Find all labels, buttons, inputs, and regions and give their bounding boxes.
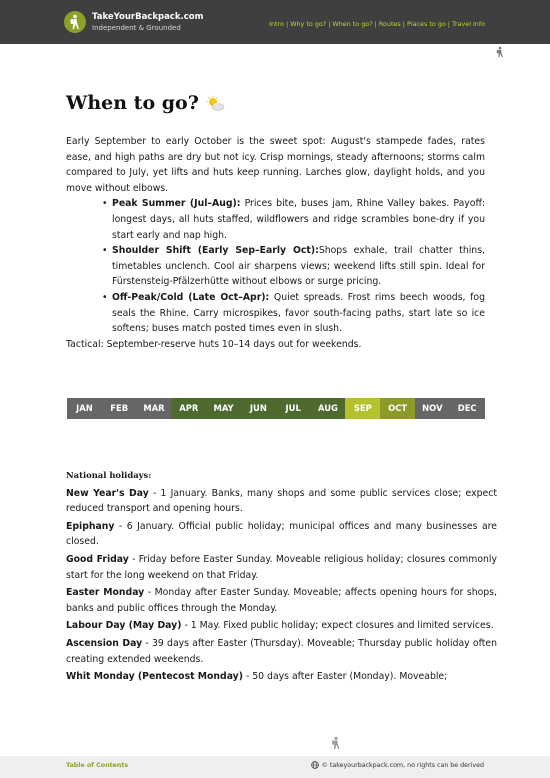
bullet-label: Peak Summer (Jul–Aug): (112, 198, 241, 210)
copyright-text: © takeyourbackpack.com, no rights can be derived (321, 761, 484, 769)
month-nov: NOV (415, 398, 450, 419)
holiday-name: New Year's Day (66, 487, 149, 499)
hiker-icon (330, 736, 342, 750)
holiday-item (66, 636, 497, 667)
month-jun: JUN (241, 398, 276, 419)
month-aug: AUG (311, 398, 346, 419)
copyright (311, 761, 484, 769)
holiday-item (66, 519, 497, 550)
nav-routes[interactable]: Routes (378, 20, 401, 28)
bullet-text: Prices bite, buses jam, Rhine Valley bakes. Payoff: longest days, all huts staffed, wildflowers and ridge scrambles bone-dry if you start early and nap high. (112, 198, 485, 241)
holiday-item (66, 552, 497, 583)
holiday-item (66, 618, 497, 634)
holiday-name: Whit Monday (Pentecost Monday) (66, 671, 243, 683)
season-list (102, 196, 485, 336)
month-dec: DEC (450, 398, 485, 419)
holiday-text: - 1 January. Banks, many shops and some public services close; expect reduced transport and opening hours. (66, 487, 497, 515)
month-jan: JAN (67, 398, 102, 419)
nav-intro[interactable]: Intro (269, 20, 284, 28)
top-nav: Intro | Why to go? | When to go? | Routes | Places to go | Travel info (269, 20, 485, 28)
page-title: When to go? (66, 92, 199, 114)
header-bar (0, 0, 550, 44)
nav-why-to-go[interactable]: Why to go? (290, 20, 327, 28)
holiday-item (66, 585, 497, 616)
title-row (66, 92, 225, 114)
when-to-go-body (66, 134, 485, 352)
bullet-text: Quiet spreads. Frost rims beech woods, fog seals the Rhine. Carry microspikes, favor south-facing paths, start late so ice softens; buses match posted times even in slush. (112, 291, 485, 335)
tactical-tip: Tactical: September-reserve huts 10–14 days out for weekends. (66, 338, 362, 350)
month-oct: OCT (380, 398, 415, 419)
brand-tagline: Independent & Grounded (92, 24, 181, 32)
holiday-item (66, 669, 497, 685)
sun-behind-cloud-icon (205, 95, 225, 111)
hiker-icon (68, 14, 82, 30)
holiday-item (66, 486, 497, 517)
nav-places-to-go[interactable]: Places to go (406, 20, 446, 28)
nav-when-to-go[interactable]: When to go? (332, 20, 373, 28)
month-apr: APR (171, 398, 206, 419)
bullet-label: Off-Peak/Cold (Late Oct–Apr): (112, 291, 270, 303)
holiday-name: Ascension Day (66, 637, 143, 649)
month-jul: JUL (276, 398, 311, 419)
footer-bar (0, 756, 550, 778)
list-item (102, 196, 485, 243)
holiday-name: Good Friday (66, 553, 129, 565)
holiday-name: Easter Monday (66, 587, 145, 599)
globe-icon (311, 761, 319, 769)
bullet-label: Shoulder Shift (Early Sep–Early Oct): (112, 245, 319, 257)
month-mar: MAR (137, 398, 172, 419)
holidays-heading: National holidays: (66, 470, 152, 480)
national-holidays (66, 468, 497, 687)
brand-name[interactable]: TakeYourBackpack.com (92, 12, 204, 22)
month-sep: SEP (345, 398, 380, 419)
intro-paragraph: Early September to early October is the sweet spot: August's stampede fades, rates ease, and high paths are dry but not icy. Crisp mornings, steady afternoons; storms calm compared to July, yet lifts and huts keep running. Larches glow, daylight holds, and you move without elbows. (66, 136, 485, 194)
logo[interactable] (64, 11, 86, 33)
holiday-text: - Friday before Easter Sunday. Moveable religious holiday; closures commonly start for the long weekend on that Friday. (66, 553, 498, 581)
month-feb: FEB (102, 398, 137, 419)
list-item (102, 290, 485, 337)
holiday-name: Epiphany (66, 520, 115, 532)
list-item (102, 243, 485, 290)
month-strip (67, 398, 485, 419)
month-may: MAY (206, 398, 241, 419)
holiday-text: - Monday after Easter Sunday. Moveable; affects opening hours for shops, banks and public offices through the Monday. (66, 587, 497, 614)
holiday-text: - 1 May. Fixed public holiday; expect closures and limited services. (181, 620, 494, 632)
bullet-text: Shops exhale, trail chatter thins, timetables unclench. Cool air sharpens views; weekend lifts still spin. Ideal for Fürstensteig-Pfälzerhütte without elbows or surge pricing. (112, 245, 485, 288)
hiker-icon (495, 46, 505, 58)
holiday-text: - 6 January. Official public holiday; municipal offices and many businesses are closed. (66, 520, 497, 548)
nav-travel-info[interactable]: Travel info (451, 20, 485, 28)
holiday-text: - 39 days after Easter (Thursday). Moveable; Thursday public holiday often creating extended weekends. (66, 637, 497, 665)
table-of-contents-link[interactable]: Table of Contents (66, 762, 129, 769)
holiday-name: Labour Day (May Day) (66, 620, 182, 632)
holiday-text: - 50 days after Easter (Monday). Moveable; (243, 671, 448, 683)
